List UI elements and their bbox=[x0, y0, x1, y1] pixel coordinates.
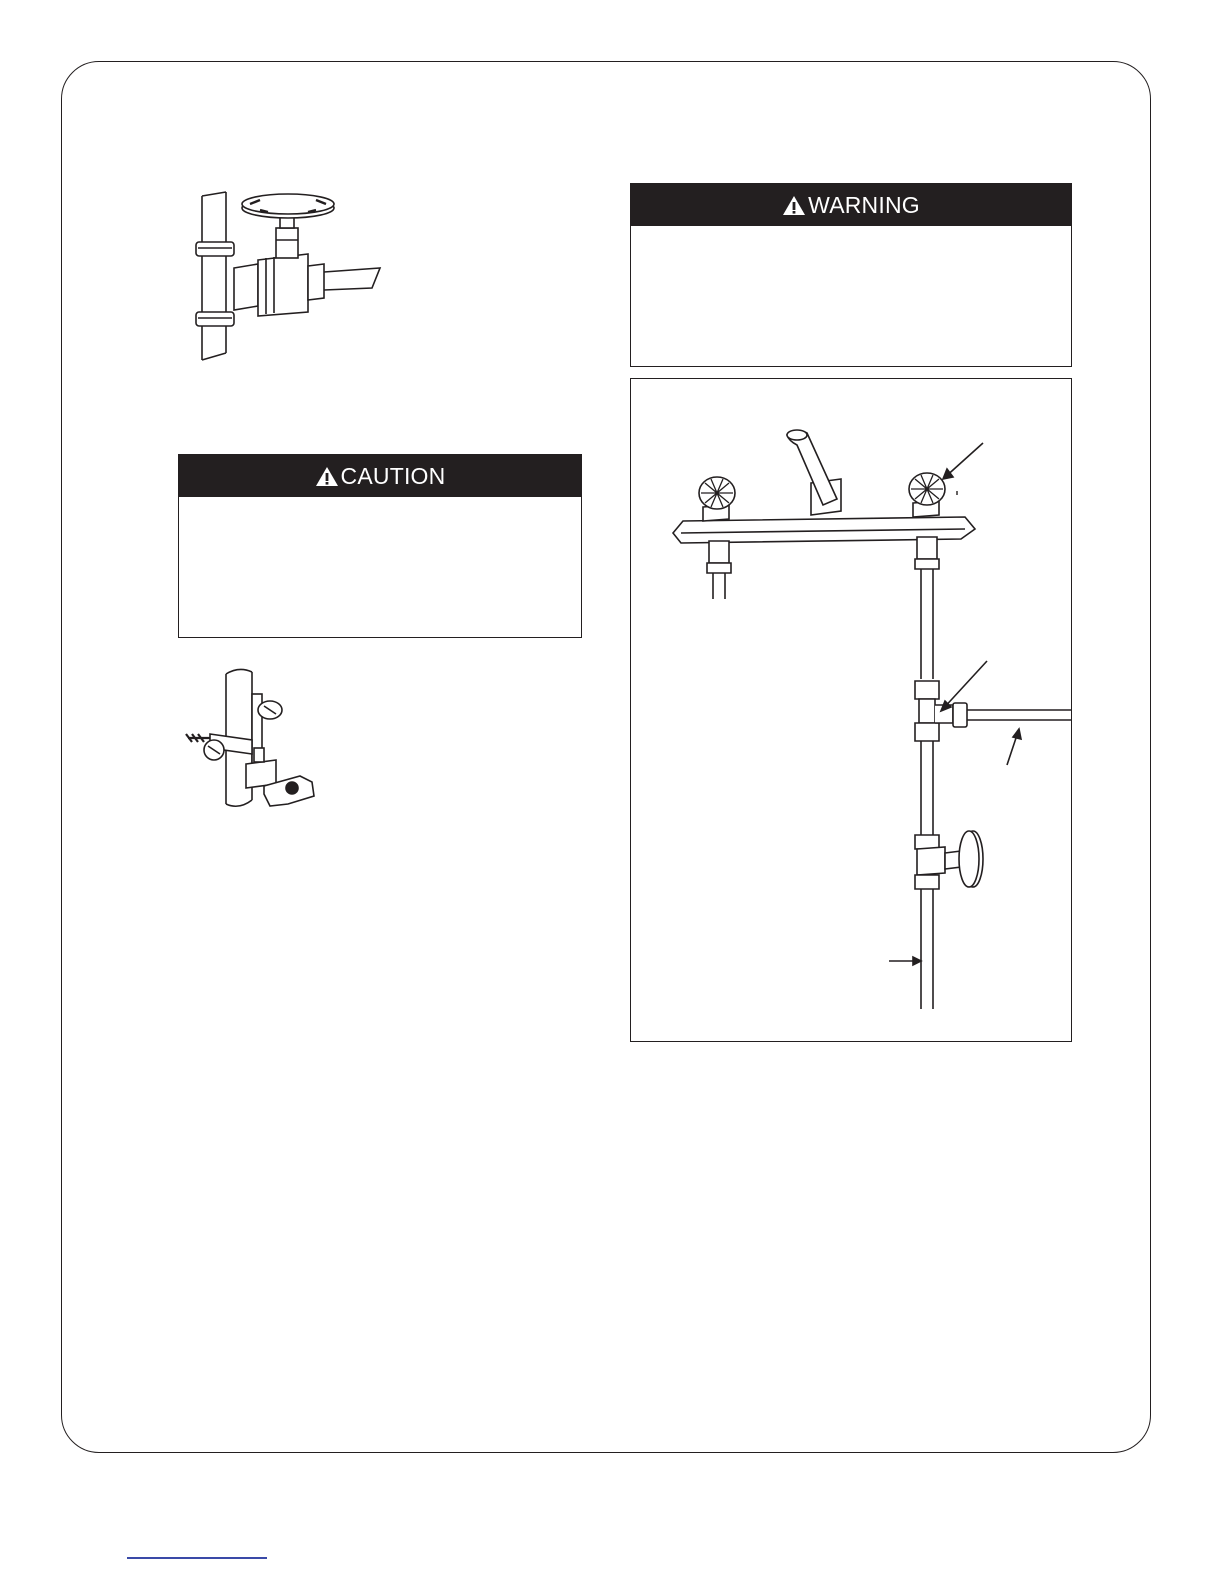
warning-triangle-icon bbox=[782, 195, 806, 216]
faucet-supply-figure bbox=[630, 378, 1072, 1042]
caution-header bbox=[179, 455, 581, 497]
faucet-supply-illustration bbox=[631, 379, 1071, 1041]
footer-link-rule bbox=[127, 1557, 267, 1559]
warning-label: WARNING bbox=[808, 191, 920, 218]
saddle-valve-illustration bbox=[180, 664, 330, 814]
shutoff-valve-illustration bbox=[190, 188, 390, 368]
warning-triangle-icon bbox=[315, 466, 339, 487]
warning-header bbox=[631, 184, 1071, 226]
warning-box bbox=[630, 183, 1072, 367]
caution-label: CAUTION bbox=[340, 462, 446, 489]
caution-box bbox=[178, 454, 582, 638]
